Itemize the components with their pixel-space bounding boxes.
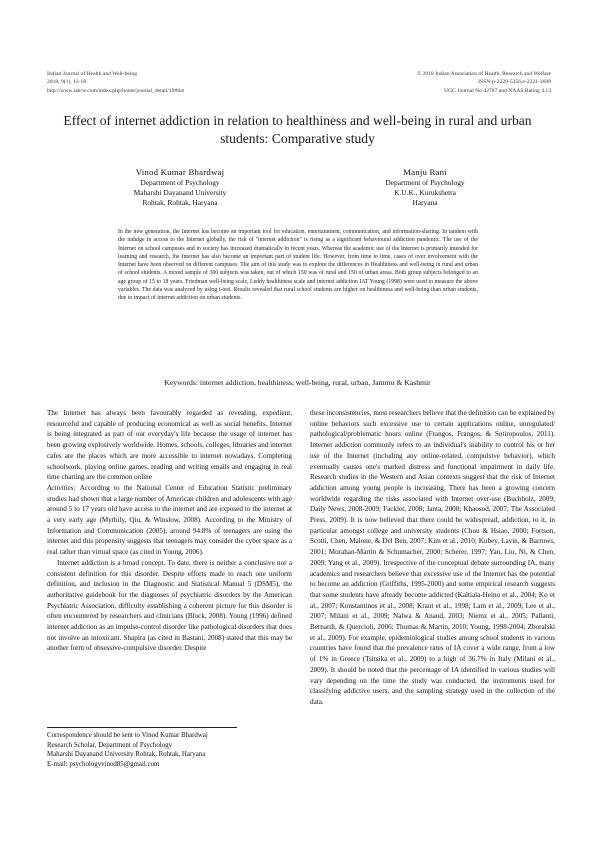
author-university: Maharshi Dayanand University: [133, 188, 227, 198]
journal-name: Indian Journal of Health and Well-being: [47, 71, 138, 77]
body-paragraph: Internet addiction is a broad concept. To date, there is neither a conclusive nor a consistent definition for this disorder. Despite efforts made to reach one uniform definition, and inclusion in the Diagnostic and Statistical Manual 5 (DSM5), the authoritative guidebook for the diagnoses of psychiatric disorders by the American Psychiatric Association, difficulty establishing a coherent picture for this disorder is often encountered by researchers and clinicians (Block, 2008). Young (1996) defined internet addiction as an impulse-control disorder like pathological disorders that does not involve an intoxicant. Shapira (as cited in Bastani, 2008) stated that this may be another form of obsessive-compulsive disorder. Despite: [47, 558, 292, 653]
footnote-line: Research Scholar, Department of Psychology: [47, 741, 173, 749]
paper-title: Effect of internet addiction in relation to healthiness and well-being in rural and urban students: Comparative study: [63, 113, 532, 146]
ugc-line: UGC Journal No 42787 and NAAS Rating 4.13: [444, 87, 551, 94]
footnote-email: E-mail: psychologyvinod85@gmail.com: [47, 761, 160, 769]
paragraph-text: According to the National Center of Education Statistic preliminary studies had shown that a large number of American children and adolescents with age around 5 to 17 years old have access to the internet and are exposed to the internet at a very early age (Mythily, Qiu, & Winslow, 2008). According to the Ministry of Information and Communication (2005), around 94.8% of teenagers are using the internet and this propensity suggests that teenagers may consider the cyber space as a real rather than virtual space (as cited in Young, 2006).: [47, 483, 292, 557]
issn-line: ISSN-p-2229-5356,e-2321-3698: [478, 79, 551, 86]
body-column-left: [47, 408, 292, 654]
author-block-1: [105, 167, 255, 209]
correspondence-footnote: [47, 731, 292, 770]
body-paragraph: [47, 483, 292, 558]
author-name: Vinod Kumar Bhardwaj: [135, 167, 225, 177]
footnote-divider: [47, 727, 237, 728]
author-location: Rohtak, Rohtak, Haryana: [142, 198, 218, 208]
journal-url: http://www.iahrw.com/index.php/home/journal_detail/19#list: [47, 87, 185, 94]
body-paragraph: these inconsistencies, most researchers believe that the definition can be explained by online behaviors such excessive use to certain applications online, unregulated/ pathological/problematic hours online (Frangos, Frangos, & Sotiropoulos, 2011). Internet addiction commonly refers to an individual's inability to control his or her use of the Internet (including any online-related, compulsive behavior), which eventually causes one's marked distress and functional impairment in daily life. Research studies in the Western and Asian contexts suggest that the risk of Internet addiction among young people is increasing. There has been a growing concern worldwide regarding the risks associated with Internet over-use (Buchholz, 2009; Daily News, 2008-2009; Fackler, 2008; Janta, 2008; Khaosod, 2007; The Associated Press, 2009). It is now believed that there could be widespread, addiction, to it, in particular amongst college and university students (Chou & Hsiao, 2000; Fortson, Scotti, Chen, Malone, & Del Ben, 2007; Kim et al., 2010; Kubey, Lavin, & Barrows, 2001; Morahan-Martin & Schumacher, 2000; Scherer, 1997; Yan, Liu, Ni, & Chen, 2009; Yang et al., 2009). Irrespective of the conceptual debate surrounding IA, many academics and researchers believe that excessive use of the Internet has the potential to become an addiction (Griffiths, 1995-2000) and some empirical research suggests that some students have already become addicted (Kaltiala-Heino et al., 2004; Ko et al., 2007; Konstantinos et al., 2008; Kraut et al., 1998; Lam et al., 2009; Lee et al., 2007; Milani et al., 2009; Nalwa & Anand, 2003; Niemz et al., 2005; Pallanti, Bernardi, & Quercioli, 2006; Thomas & Martin, 2010; Young, 1998-2004; Zboralski et al., 2009). For example, epidemiological studies among school students in various countries have found that the prevalence rates of IA cover a wide range, from a low of 1% in Greece (Tsitsika et al., 2009) to a high of 36.7% in Italy (Milani et al., 2009). It should be noted that the percentage of IA identified in various studies will vary depending on the time the study was conducted, the instruments used for classifying addictive users, and the sampling strategy used in the collection of the data.: [310, 409, 555, 706]
footnote-line: Correspondence should be sent to Vinod Kumar Bhardwaj: [47, 732, 208, 739]
journal-header-right: [417, 70, 551, 95]
author-university: K.U.K., Kurukshetra: [394, 188, 456, 198]
journal-header-left: [47, 70, 184, 95]
author-name: Manju Rani: [403, 167, 447, 177]
keywords: Keywords: internet addiction, healthiness, well-being, rural, urban, Jammu & Kashmir: [164, 378, 431, 387]
author-department: Department of Psychology: [385, 178, 465, 187]
body-paragraph: The Internet has always been favourably regarded as revealing, expedient, resourceful and capable of producing economical as well as social benefits. Internet is being integrated as part of our everyday's life because the usage of internet has been growing explosively worldwide. Homes, schools, colleges, libraries and internet cafes are the places which are more accessible to internet nowadays. Completing schoolwork, playing online games, reading and writing emails and engaging in real time chatting are the common online: [47, 409, 292, 482]
copyright-line: © 2018 Indian Association of Health, Research and Welfare: [416, 71, 551, 77]
paragraph-label: Activities:: [47, 483, 76, 492]
author-block-2: [350, 167, 500, 209]
author-location: Haryana: [412, 198, 438, 208]
journal-volume: 2018, 9(1), 12-18: [47, 79, 87, 86]
abstract: In the new generation, the Internet has become an important tool for education, entertainment, communication, and information-sharing. In tandem with the indulge in access to the Internet globally, the risk of "internet addiction" is rising as a significant behavioural addiction pandemic. The use of the Internet on school campuses and in society has increased dramatically in recent years. Whereas the academic use of the Internet is primarily intended for learning and research, the Internet has also become an important part of student life. However, from time to time, cases of over involvement with the Internet have been observed on different campuses. The aim of this study was to explore the differences in Healthiness and well-being in rural and urban of school students. A mixed sample of 300 subjects was taken, out of which 150 was of rural and 150 of urban areas. Both group subjects belonged to an age group of 15 to 18 years. Friedman well-being scale, Leddy healthiness scale and internet addiction IAT Young (1998) were used to measure the above variables. The data was analyzed by using t-test. Results revealed that rural school students are higher on healthiness and well-being than urban students, due to impact of internet addiction on urban students.: [118, 229, 478, 302]
body-column-right: [310, 408, 555, 708]
footnote-line: Maharshi Dayanand University Rohtak, Rohtak, Haryana: [47, 751, 206, 759]
author-department: Department of Psychology: [140, 178, 220, 187]
